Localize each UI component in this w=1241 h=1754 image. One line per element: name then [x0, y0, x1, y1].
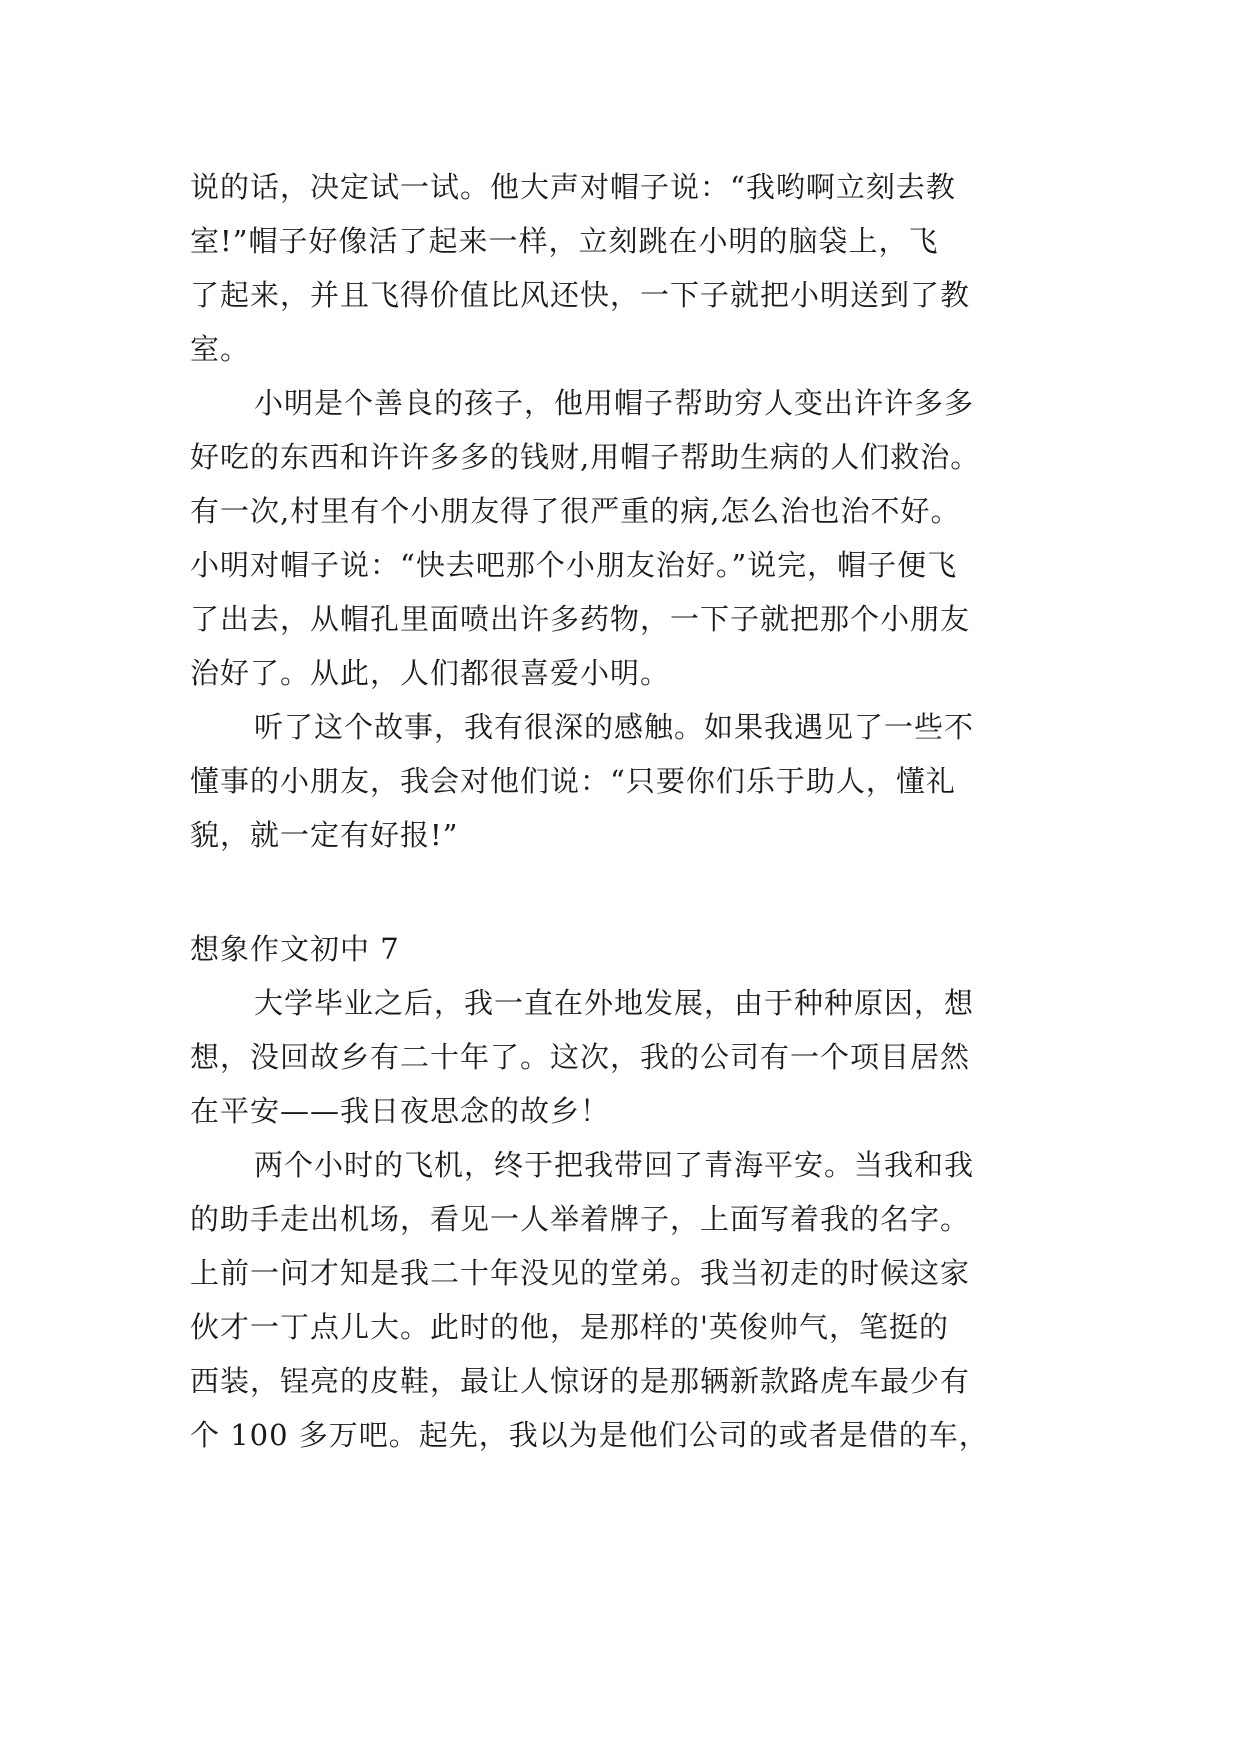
section-heading: 想象作文初中 7	[190, 932, 400, 966]
document-body	[190, 160, 1050, 1462]
text-line: 伙才一丁点儿大。此时的他，是那样的'英俊帅气，笔挺的	[190, 1310, 949, 1344]
text-line: 治好了。从此，人们都很喜爱小明。	[190, 656, 671, 690]
text-line: 小明对帽子说：“快去吧那个小朋友治好。”说完，帽子便飞	[190, 548, 958, 582]
text-line: 室。	[190, 332, 251, 366]
text-line: 个 100 多万吧。起先，我以为是他们公司的或者是借的车，	[190, 1418, 989, 1452]
text-line: 在平安——我日夜思念的故乡！	[190, 1094, 611, 1128]
text-line: 西装，锃亮的皮鞋，最让人惊讶的是那辆新款路虎车最少有	[190, 1364, 971, 1398]
text-line: 好吃的东西和许许多多的钱财,用帽子帮助生病的人们救治。	[190, 440, 981, 474]
text-line: 懂事的小朋友，我会对他们说：“只要你们乐于助人，懂礼	[190, 764, 956, 798]
text-line: 有一次,村里有个小朋友得了很严重的病,怎么治也治不好。	[190, 494, 961, 528]
text-line: 了起来，并且飞得价值比风还快，一下子就把小明送到了教	[190, 278, 971, 312]
text-line: 上前一问才知是我二十年没见的堂弟。我当初走的时候这家	[190, 1256, 971, 1290]
section-gap	[190, 862, 1050, 922]
text-line: 大学毕业之后，我一直在外地发展，由于种种原因，想	[254, 986, 975, 1020]
text-line: 小明是个善良的孩子，他用帽子帮助穷人变出许许多多	[254, 386, 975, 420]
text-line: 貌，就一定有好报!”	[190, 818, 459, 852]
text-line: 两个小时的飞机，终于把我带回了青海平安。当我和我	[254, 1148, 975, 1182]
text-line: 了出去，从帽孔里面喷出许多药物，一下子就把那个小朋友	[190, 602, 971, 636]
text-line: 听了这个故事，我有很深的感触。如果我遇见了一些不	[254, 710, 975, 744]
text-line: 室!”帽子好像活了起来一样，立刻跳在小明的脑袋上，飞	[190, 224, 939, 258]
text-line: 想，没回故乡有二十年了。这次，我的公司有一个项目居然	[190, 1040, 971, 1074]
text-line: 说的话，决定试一试。他大声对帽子说：“我哟啊立刻去教	[190, 170, 956, 204]
text-line: 的助手走出机场，看见一人举着牌子，上面写着我的名字。	[190, 1202, 971, 1236]
